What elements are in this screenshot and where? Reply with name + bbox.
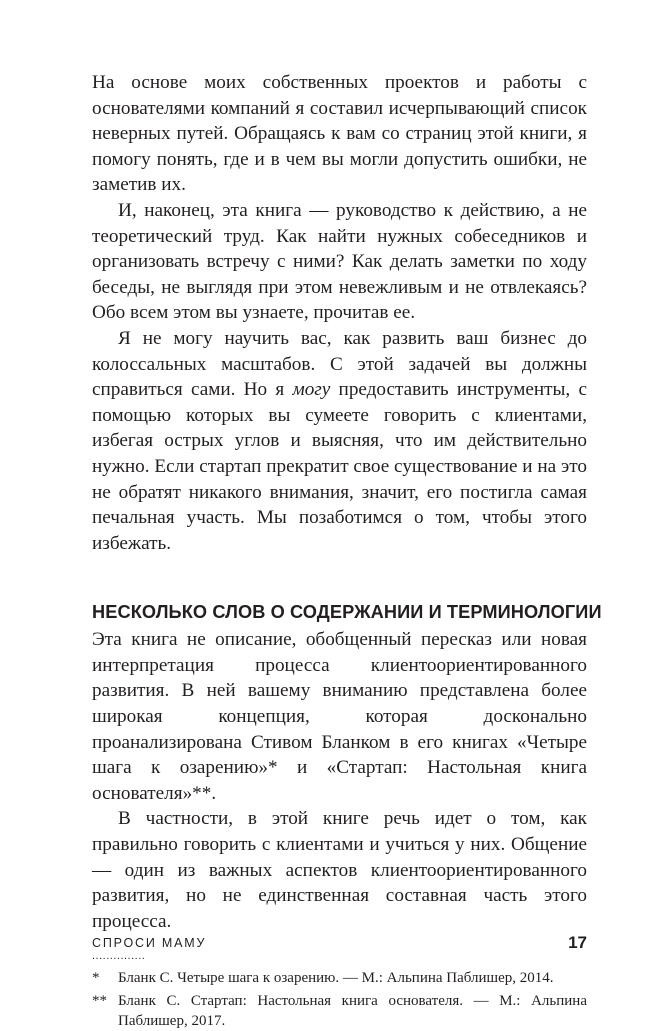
paragraph-1: На основе моих собственных проектов и работы с основателями компаний я составил исчерпывающий список неверных путей. Обращаясь к вам со страниц этой книги, я помогу понять, где и в чем вы могли допустить ошибки, не заметив их. <box>92 72 587 196</box>
paragraph-3-end: предоставить инструменты, с помощью которых вы сумеете говорить с клиентами, избегая острых углов и выясняя, что им действительно нужно. Если стартап прекратит свое существование и на это не обратят никакого внимания, значит, его постигла самая печальная участь. Мы позаботимся о том, чтобы этого избежать. <box>92 379 587 554</box>
paragraph-3 <box>92 326 587 556</box>
footnote-1-mark: * <box>92 970 100 987</box>
footnote-separator: ............... <box>92 950 146 963</box>
paragraph-5: В частности, в этой книге речь идет о том, как правильно говорить с клиентами и учиться у них. Общение — один из важных аспектов клиентоориентированного развития, но не единственная составная часть этого процесса. <box>92 808 587 932</box>
footnote-2-text: Бланк С. Стартап: Настольная книга основателя. — М.: Альпина Паблишер, 2017. <box>118 993 587 1030</box>
section-heading: НЕСКОЛЬКО СЛОВ О СОДЕРЖАНИИ И ТЕРМИНОЛОГИИ <box>92 602 602 623</box>
running-title: СПРОСИ МАМУ <box>92 936 207 950</box>
paragraph-2: И, наконец, эта книга — руководство к действию, а не теоретический труд. Как найти нужных собеседников и организовать встречу с ними? Как делать заметки по ходу беседы, не выглядя при этом невежливым и не отвлекаясь? Обо всем этом вы узнаете, прочитав ее. <box>92 199 587 324</box>
footnote-1 <box>92 968 587 988</box>
page-content <box>92 70 602 1031</box>
page-footer <box>92 933 587 953</box>
paragraph-4: Эта книга не описание, обобщенный пересказ или новая интерпретация процесса клиентоориентированного развития. В ней вашему вниманию представлена более широкая концепция, которая досконально проанализирована Стивом Бланком в его книгах «Четыре шага к озарению»* и «Стартап: Настольная книга основателя»**. <box>92 629 587 804</box>
paragraph-3-emphasis: могу <box>292 379 331 401</box>
footnote-1-text: Бланк С. Четыре шага к озарению. — М.: Альпина Паблишер, 2014. <box>118 970 554 987</box>
footnote-2 <box>92 991 587 1031</box>
page-number: 17 <box>568 933 587 952</box>
paragraph-3-start: Я не могу научить вас, как развить ваш бизнес до колоссальных масштабов. С этой задачей вы должны справиться сами. Но я <box>92 327 587 401</box>
footnote-2-mark: ** <box>92 993 107 1010</box>
